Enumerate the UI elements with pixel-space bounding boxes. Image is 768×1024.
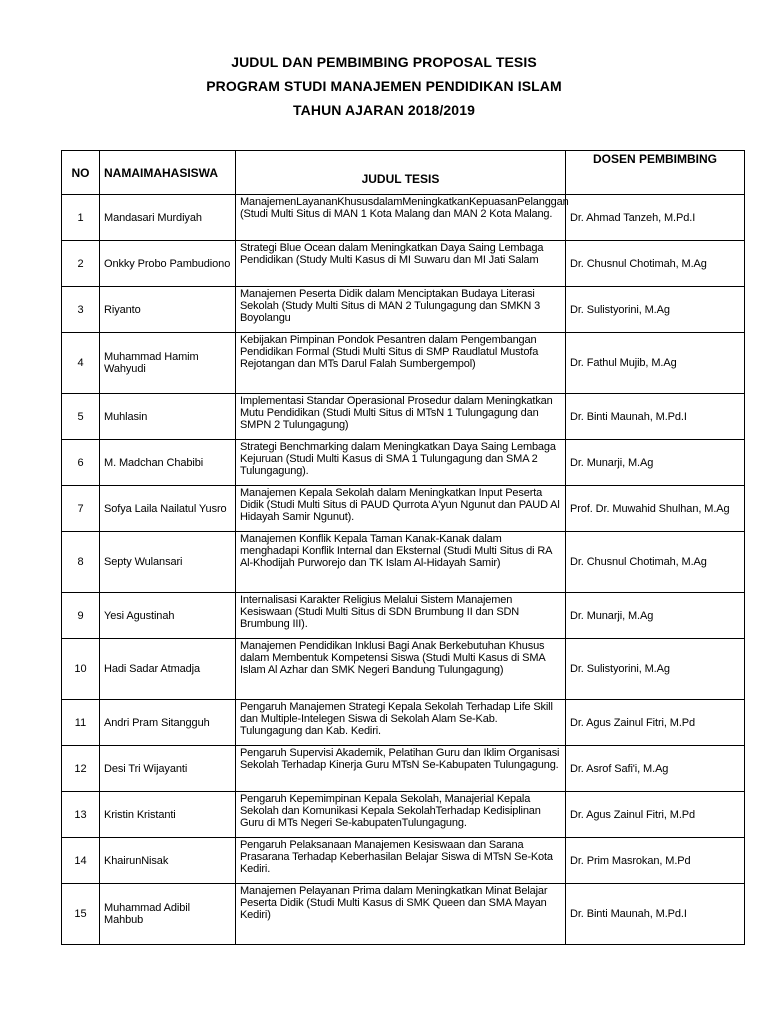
cell-judul: Manajemen Pendidikan Inklusi Bagi Anak Berkebutuhan Khusus dalam Membentuk Kompetensi Siswa (Studi Multi Kasus di SMA Islam Al Azhar dan SMK Negeri Bandung Tulungagung) — [236, 639, 566, 700]
cell-nama: Andri Pram Sitangguh — [100, 700, 236, 746]
cell-judul: Internalisasi Karakter Religius Melalui Sistem Manajemen Kesiswaan (Studi Multi Situs di SDN Brumbung II dan SDN Brumbung III). — [236, 593, 566, 639]
header-no: NO — [62, 151, 100, 195]
header-judul: JUDUL TESIS — [236, 151, 566, 195]
cell-judul: Implementasi Standar Operasional Prosedur dalam Meningkatkan Mutu Pendidikan (Studi Multi Situs di MTsN 1 Tulungagung dan SMPN 2 Tulungagung) — [236, 394, 566, 440]
cell-dosen: Dr. Munarji, M.Ag — [566, 440, 745, 486]
cell-nama: Onkky Probo Pambudiono — [100, 241, 236, 287]
cell-nama: Muhammad Adibil Mahbub — [100, 884, 236, 945]
table-row — [62, 394, 745, 440]
cell-no: 7 — [62, 486, 100, 532]
document-title-line-3: TAHUN AJARAN 2018/2019 — [293, 102, 475, 118]
cell-dosen: Dr. Asrof Safi'i, M.Ag — [566, 746, 745, 792]
cell-judul: Pengaruh Pelaksanaan Manajemen Kesiswaan dan Sarana Prasarana Terhadap Keberhasilan Belajar Siswa di MTsN Se-Kota Kediri. — [236, 838, 566, 884]
cell-dosen: Dr. Sulistyorini, M.Ag — [566, 287, 745, 333]
cell-nama: Muhammad Hamim Wahyudi — [100, 333, 236, 394]
cell-no: 3 — [62, 287, 100, 333]
cell-dosen: Prof. Dr. Muwahid Shulhan, M.Ag — [566, 486, 745, 532]
cell-no: 4 — [62, 333, 100, 394]
cell-no: 10 — [62, 639, 100, 700]
document-title-block — [0, 50, 768, 122]
cell-judul: Manajemen Kepala Sekolah dalam Meningkatkan Input Peserta Didik (Studi Multi Situs di PAUD Qurrota A'yun Ngunut dan PAUD Al Hidayah Samir Ngunut). — [236, 486, 566, 532]
table-row — [62, 440, 745, 486]
table-row — [62, 639, 745, 700]
cell-judul: Pengaruh Supervisi Akademik, Pelatihan Guru dan Iklim Organisasi Sekolah Terhadap Kinerja Guru MTsN Se-Kabupaten Tulungagung. — [236, 746, 566, 792]
cell-judul: ManajemenLayananKhususdalamMeningkatkanKepuasanPelanggan (Studi Multi Situs di MAN 1 Kota Malang dan MAN 2 Kota Malang. — [236, 195, 566, 241]
table-row — [62, 746, 745, 792]
cell-no: 11 — [62, 700, 100, 746]
header-nama: NAMAIMAHASISWA — [100, 151, 236, 195]
cell-no: 12 — [62, 746, 100, 792]
cell-dosen: Dr. Agus Zainul Fitri, M.Pd — [566, 700, 745, 746]
table-row — [62, 792, 745, 838]
table-row — [62, 700, 745, 746]
cell-dosen: Dr. Binti Maunah, M.Pd.I — [566, 394, 745, 440]
cell-judul: Strategi Blue Ocean dalam Meningkatkan Daya Saing Lembaga Pendidikan (Study Multi Kasus di MI Suwaru dan MI Jati Salam — [236, 241, 566, 287]
cell-no: 8 — [62, 532, 100, 593]
table-row — [62, 884, 745, 945]
cell-dosen: Dr. Chusnul Chotimah, M.Ag — [566, 532, 745, 593]
table-row — [62, 486, 745, 532]
cell-nama: Muhlasin — [100, 394, 236, 440]
cell-no: 13 — [62, 792, 100, 838]
cell-dosen: Dr. Fathul Mujib, M.Ag — [566, 333, 745, 394]
cell-nama: M. Madchan Chabibi — [100, 440, 236, 486]
cell-nama: Kristin Kristanti — [100, 792, 236, 838]
cell-nama: Yesi Agustinah — [100, 593, 236, 639]
cell-nama: Riyanto — [100, 287, 236, 333]
cell-nama: Septy Wulansari — [100, 532, 236, 593]
cell-judul: Manajemen Pelayanan Prima dalam Meningkatkan Minat Belajar Peserta Didik (Studi Multi Kasus di SMK Queen dan SMA Mayan Kediri) — [236, 884, 566, 945]
table-row — [62, 838, 745, 884]
cell-no: 1 — [62, 195, 100, 241]
cell-nama: Desi Tri Wijayanti — [100, 746, 236, 792]
cell-dosen: Dr. Ahmad Tanzeh, M.Pd.I — [566, 195, 745, 241]
document-title-line-1: JUDUL DAN PEMBIMBING PROPOSAL TESIS — [231, 54, 537, 70]
cell-judul: Pengaruh Manajemen Strategi Kepala Sekolah Terhadap Life Skill dan Multiple-Intelegen Siswa di Sekolah Alam Se-Kab. Tulungagung dan Kab. Kediri. — [236, 700, 566, 746]
table-row — [62, 195, 745, 241]
document-title-line-2: PROGRAM STUDI MANAJEMEN PENDIDIKAN ISLAM — [206, 78, 562, 94]
table-header-row — [62, 151, 745, 195]
cell-dosen: Dr. Agus Zainul Fitri, M.Pd — [566, 792, 745, 838]
cell-no: 5 — [62, 394, 100, 440]
cell-dosen: Dr. Chusnul Chotimah, M.Ag — [566, 241, 745, 287]
cell-judul: Manajemen Peserta Didik dalam Menciptakan Budaya Literasi Sekolah (Study Multi Situs di MAN 2 Tulungagung dan SMKN 3 Boyolangu — [236, 287, 566, 333]
cell-judul: Strategi Benchmarking dalam Meningkatkan Daya Saing Lembaga Kejuruan (Studi Multi Kasus di SMA 1 Tulungagung dan SMA 2 Tulungagung). — [236, 440, 566, 486]
cell-dosen: Dr. Prim Masrokan, M.Pd — [566, 838, 745, 884]
thesis-table — [61, 150, 745, 945]
cell-no: 15 — [62, 884, 100, 945]
cell-nama: KhairunNisak — [100, 838, 236, 884]
cell-nama: Hadi Sadar Atmadja — [100, 639, 236, 700]
cell-judul: Pengaruh Kepemimpinan Kepala Sekolah, Manajerial Kepala Sekolah dan Komunikasi Kepala SekolahTerhadap Kedisiplinan Guru di MTs Negeri Se-kabupatenTulungagung. — [236, 792, 566, 838]
table-row — [62, 532, 745, 593]
table-row — [62, 287, 745, 333]
table-row — [62, 241, 745, 287]
cell-no: 2 — [62, 241, 100, 287]
cell-dosen: Dr. Binti Maunah, M.Pd.I — [566, 884, 745, 945]
cell-nama: Mandasari Murdiyah — [100, 195, 236, 241]
cell-no: 14 — [62, 838, 100, 884]
cell-dosen: Dr. Sulistyorini, M.Ag — [566, 639, 745, 700]
table-row — [62, 333, 745, 394]
cell-judul: Manajemen Konflik Kepala Taman Kanak-Kanak dalam menghadapi Konflik Internal dan Eksternal (Studi Multi Situs di RA Al-Khodijah Purworejo dan TK Islam Al-Hidayah Samir) — [236, 532, 566, 593]
header-dosen: DOSEN PEMBIMBING — [566, 151, 745, 195]
cell-judul: Kebijakan Pimpinan Pondok Pesantren dalam Pengembangan Pendidikan Formal (Studi Multi Situs di SMP Raudlatul Mustofa Rejotangan dan MTs Darul Falah Sumbergempol) — [236, 333, 566, 394]
cell-nama: Sofya Laila Nailatul Yusro — [100, 486, 236, 532]
cell-no: 9 — [62, 593, 100, 639]
cell-dosen: Dr. Munarji, M.Ag — [566, 593, 745, 639]
cell-no: 6 — [62, 440, 100, 486]
table-body — [62, 195, 745, 945]
table-row — [62, 593, 745, 639]
